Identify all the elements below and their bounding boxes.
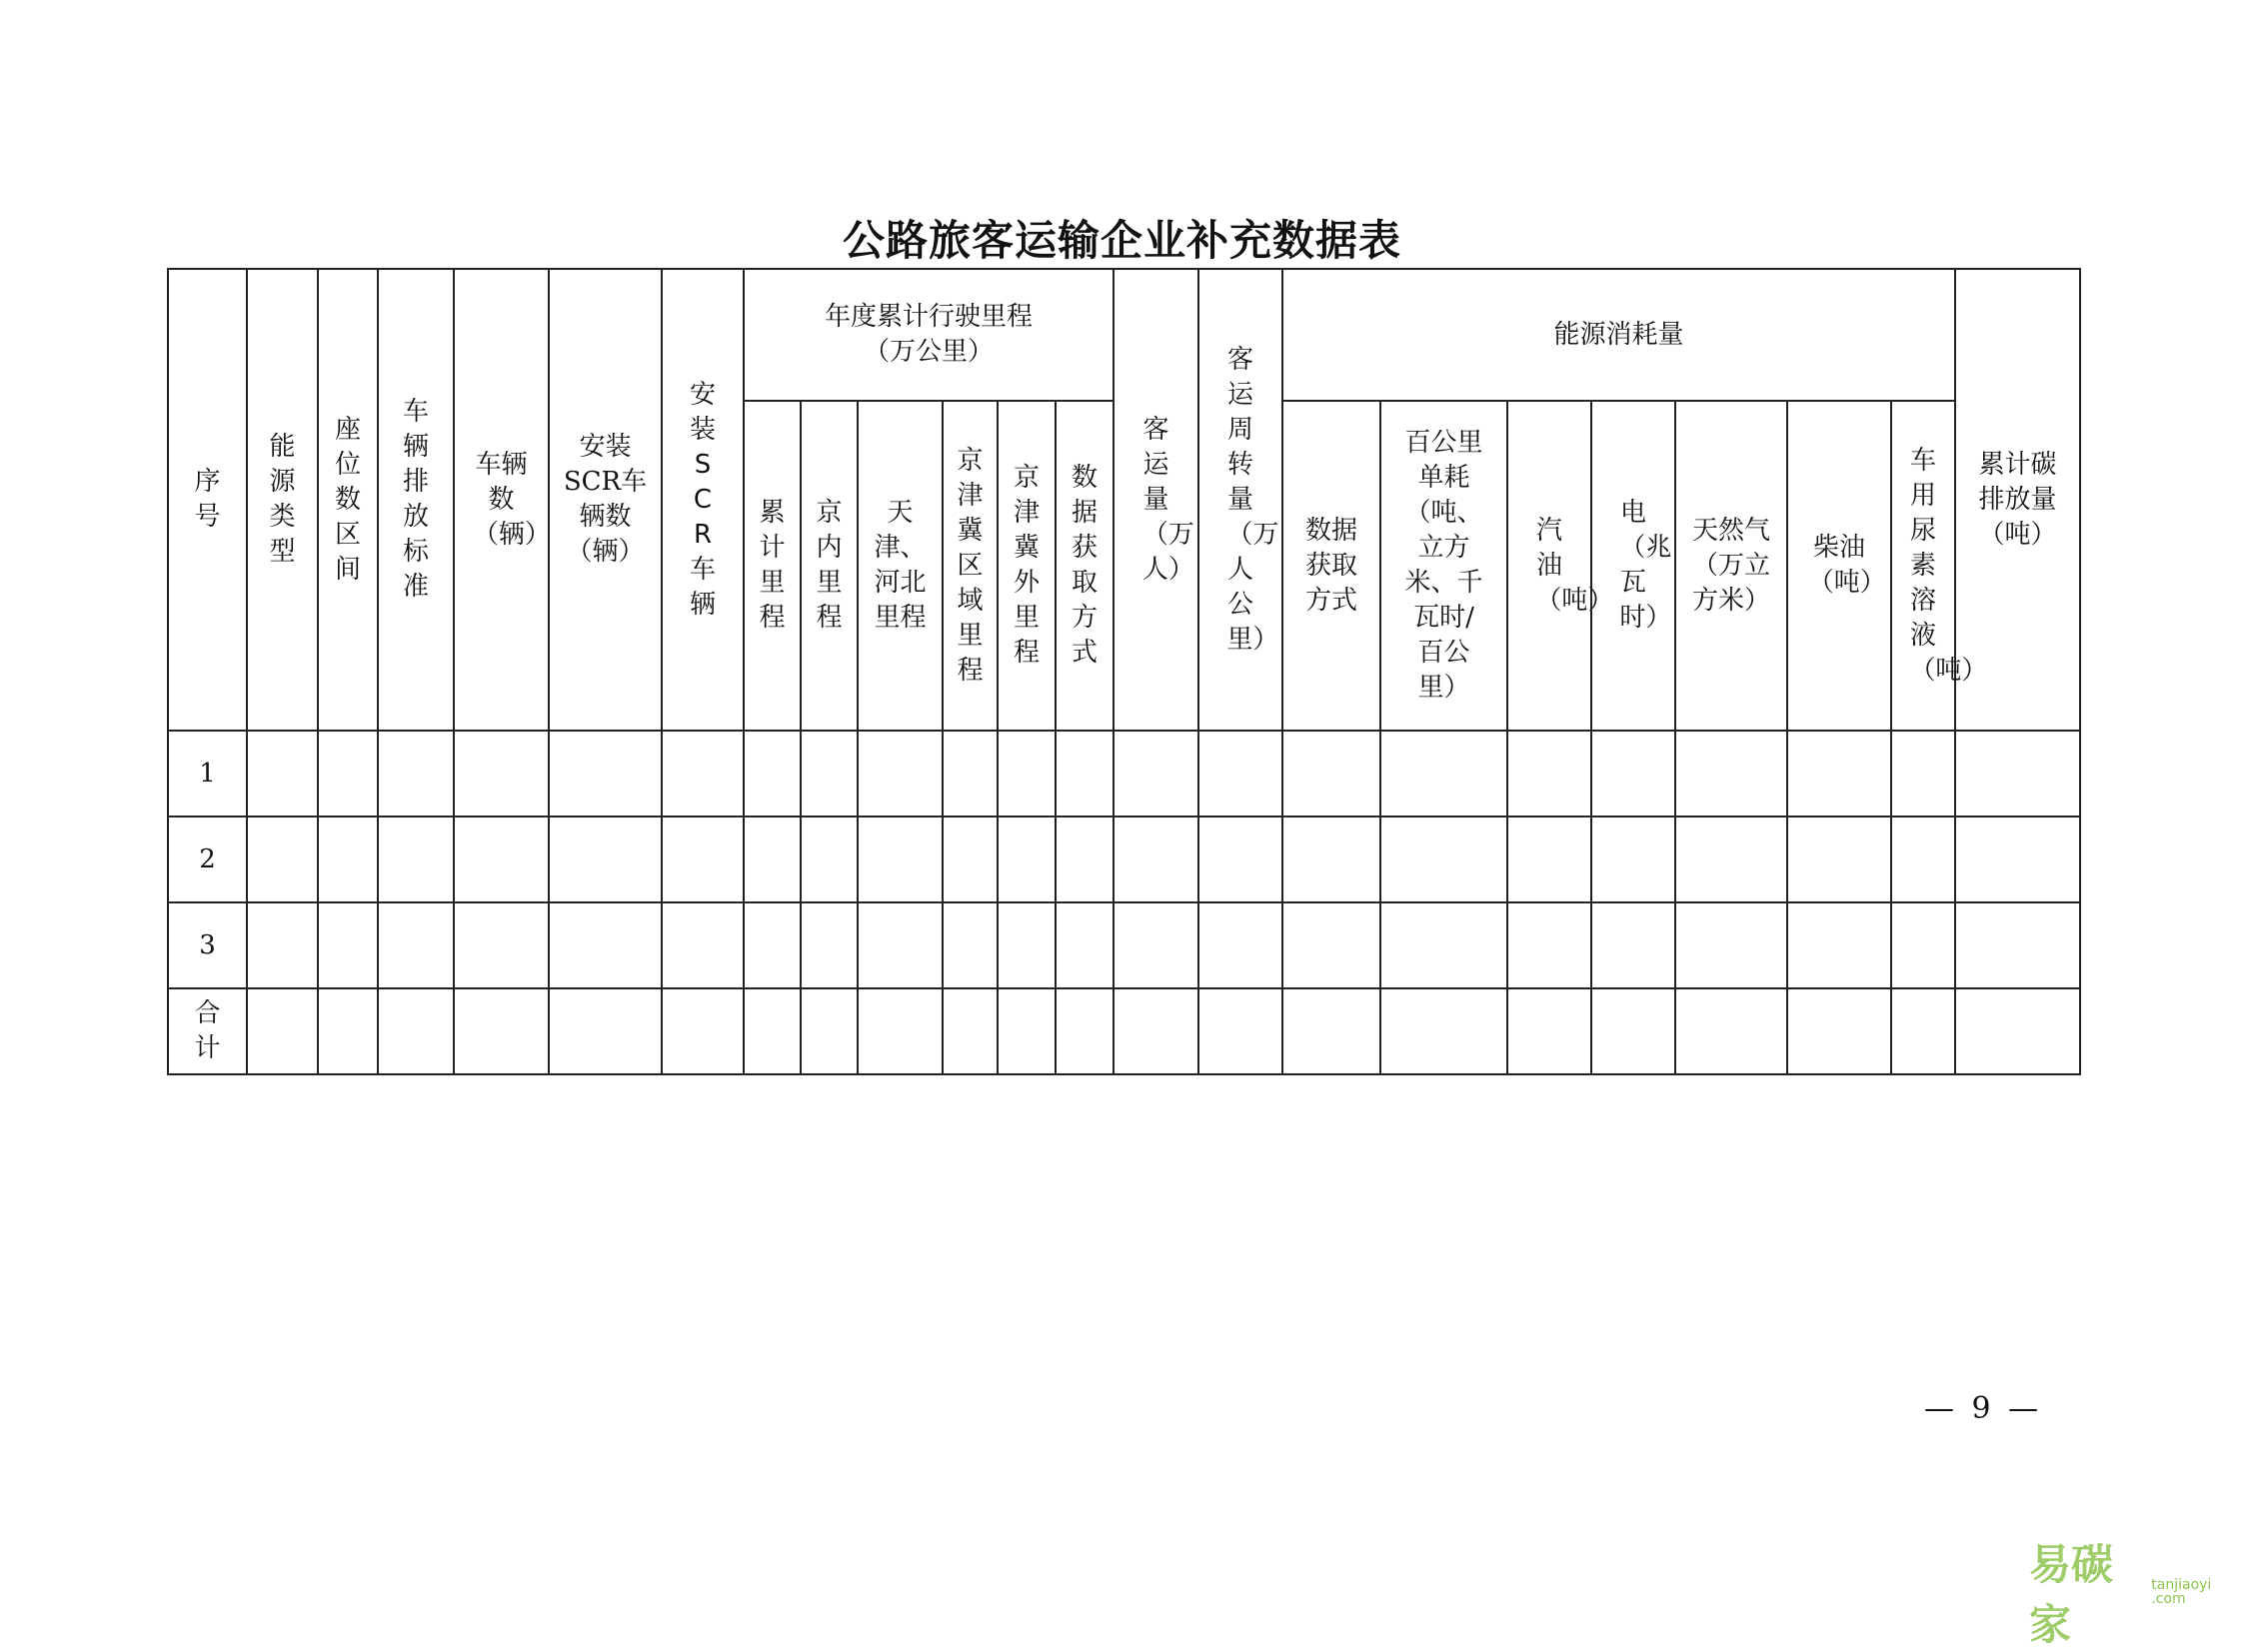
table-cell — [662, 988, 744, 1074]
table-cell — [943, 902, 998, 988]
table-cell — [378, 817, 454, 902]
data-table — [167, 268, 2081, 1075]
table-cell — [801, 988, 858, 1074]
table-cell — [1507, 902, 1591, 988]
table-cell — [247, 902, 318, 988]
table-cell — [801, 817, 858, 902]
table-cell — [1891, 988, 1955, 1074]
header-scr-count: 安装SCR车辆数（辆） — [549, 269, 662, 731]
header-emission-standard: 车辆排放标准 — [378, 269, 454, 731]
table-cell — [1198, 731, 1282, 817]
table-cell — [247, 817, 318, 902]
table-cell — [1507, 988, 1591, 1074]
row-label: 2 — [168, 817, 247, 902]
header-mileage-beijing: 京内里程 — [801, 401, 858, 731]
table-cell — [1787, 902, 1891, 988]
header-seq: 序号 — [168, 269, 247, 731]
table-cell — [1380, 902, 1507, 988]
header-energy-per-100km: 百公里单耗（吨、立方米、千瓦时/百公里） — [1380, 401, 1507, 731]
header-vehicle-count: 车辆数（辆） — [454, 269, 549, 731]
row-label: 3 — [168, 902, 247, 988]
table-cell — [549, 988, 662, 1074]
header-mileage-total: 累计里程 — [744, 401, 801, 731]
table-cell — [549, 817, 662, 902]
header-passenger-volume: 客运量（万人） — [1114, 269, 1198, 731]
table-cell — [1507, 731, 1591, 817]
table-cell — [858, 731, 943, 817]
table-cell — [744, 988, 801, 1074]
header-natural-gas: 天然气（万立方米） — [1675, 401, 1787, 731]
header-scr-vehicle: 安装SCR车辆 — [662, 269, 744, 731]
table-cell — [1955, 902, 2080, 988]
table-cell — [1787, 731, 1891, 817]
table-cell — [1675, 817, 1787, 902]
table-cell — [1282, 988, 1380, 1074]
table-cell — [1198, 902, 1282, 988]
table-cell — [247, 731, 318, 817]
table-cell — [378, 731, 454, 817]
table-cell — [858, 817, 943, 902]
header-diesel: 柴油（吨） — [1787, 401, 1891, 731]
header-gasoline: 汽油（吨） — [1507, 401, 1591, 731]
header-electricity: 电（兆瓦时） — [1591, 401, 1675, 731]
table-cell — [744, 817, 801, 902]
table-cell — [801, 731, 858, 817]
table-cell — [1198, 988, 1282, 1074]
table-cell — [1380, 817, 1507, 902]
table-cell — [943, 817, 998, 902]
table-cell — [1591, 988, 1675, 1074]
table-row — [168, 902, 2080, 988]
table-cell — [1591, 902, 1675, 988]
table-cell — [1891, 817, 1955, 902]
table-cell — [998, 988, 1056, 1074]
table-cell — [454, 988, 549, 1074]
header-energy-data-source: 数据获取方式 — [1282, 401, 1380, 731]
table-cell — [1591, 817, 1675, 902]
table-cell — [1787, 817, 1891, 902]
header-urea-solution: 车用尿素溶液（吨） — [1891, 401, 1955, 731]
table-cell — [1891, 731, 1955, 817]
table-cell — [549, 902, 662, 988]
table-cell — [998, 731, 1056, 817]
table-cell — [1056, 817, 1114, 902]
table-cell — [858, 988, 943, 1074]
table-row — [168, 731, 2080, 817]
table-cell — [247, 988, 318, 1074]
table-cell — [1507, 817, 1591, 902]
table-cell — [318, 731, 378, 817]
table-cell — [1056, 988, 1114, 1074]
table-cell — [1591, 731, 1675, 817]
table-cell — [1282, 902, 1380, 988]
table-row — [168, 988, 2080, 1074]
table-cell — [1891, 902, 1955, 988]
table-cell — [1955, 817, 2080, 902]
table-cell — [662, 817, 744, 902]
header-mileage-data-source: 数据获取方式 — [1056, 401, 1114, 731]
table-cell — [318, 988, 378, 1074]
table-cell — [1675, 988, 1787, 1074]
table-cell — [1282, 731, 1380, 817]
header-mileage-group: 年度累计行驶里程（万公里） — [744, 269, 1114, 401]
table-cell — [1675, 902, 1787, 988]
table-cell — [998, 817, 1056, 902]
table-cell — [1056, 731, 1114, 817]
header-energy-group: 能源消耗量 — [1282, 269, 1955, 401]
table-cell — [378, 988, 454, 1074]
header-mileage-tianjin-hebei: 天津、河北里程 — [858, 401, 943, 731]
table-cell — [662, 902, 744, 988]
watermark-logo: 易碳家 tanjiaoyi .com — [2029, 1540, 2212, 1649]
row-label: 1 — [168, 731, 247, 817]
table-cell — [1787, 988, 1891, 1074]
table-cell — [1114, 817, 1198, 902]
table-cell — [454, 902, 549, 988]
table-cell — [1955, 731, 2080, 817]
page-title: 公路旅客运输企业补充数据表 — [842, 216, 1401, 265]
table-cell — [318, 817, 378, 902]
table-cell — [378, 902, 454, 988]
table-cell — [1114, 731, 1198, 817]
page-number: — 9 — — [1924, 1391, 2043, 1426]
header-passenger-turnover: 客运周转量（万人公里） — [1198, 269, 1282, 731]
row-label: 合计 — [168, 988, 247, 1074]
table-cell — [318, 902, 378, 988]
header-carbon-emission: 累计碳排放量（吨） — [1955, 269, 2080, 731]
table-cell — [998, 902, 1056, 988]
table-cell — [1282, 817, 1380, 902]
table-cell — [1056, 902, 1114, 988]
header-mileage-jjj-region: 京津冀区域里程 — [943, 401, 998, 731]
table-cell — [1114, 902, 1198, 988]
header-mileage-outside-jjj: 京津冀外里程 — [998, 401, 1056, 731]
table-cell — [1955, 988, 2080, 1074]
table-cell — [1380, 988, 1507, 1074]
header-seat-range: 座位数区间 — [318, 269, 378, 731]
table-cell — [454, 731, 549, 817]
header-energy-type: 能源类型 — [247, 269, 318, 731]
table-cell — [1380, 731, 1507, 817]
table-cell — [801, 902, 858, 988]
table-cell — [858, 902, 943, 988]
table-cell — [1675, 731, 1787, 817]
table-cell — [662, 731, 744, 817]
table-cell — [454, 817, 549, 902]
table-cell — [943, 731, 998, 817]
table-cell — [1198, 817, 1282, 902]
table-cell — [1114, 988, 1198, 1074]
table-cell — [549, 731, 662, 817]
table-row — [168, 817, 2080, 902]
table-cell — [744, 731, 801, 817]
table-cell — [943, 988, 998, 1074]
table-cell — [744, 902, 801, 988]
